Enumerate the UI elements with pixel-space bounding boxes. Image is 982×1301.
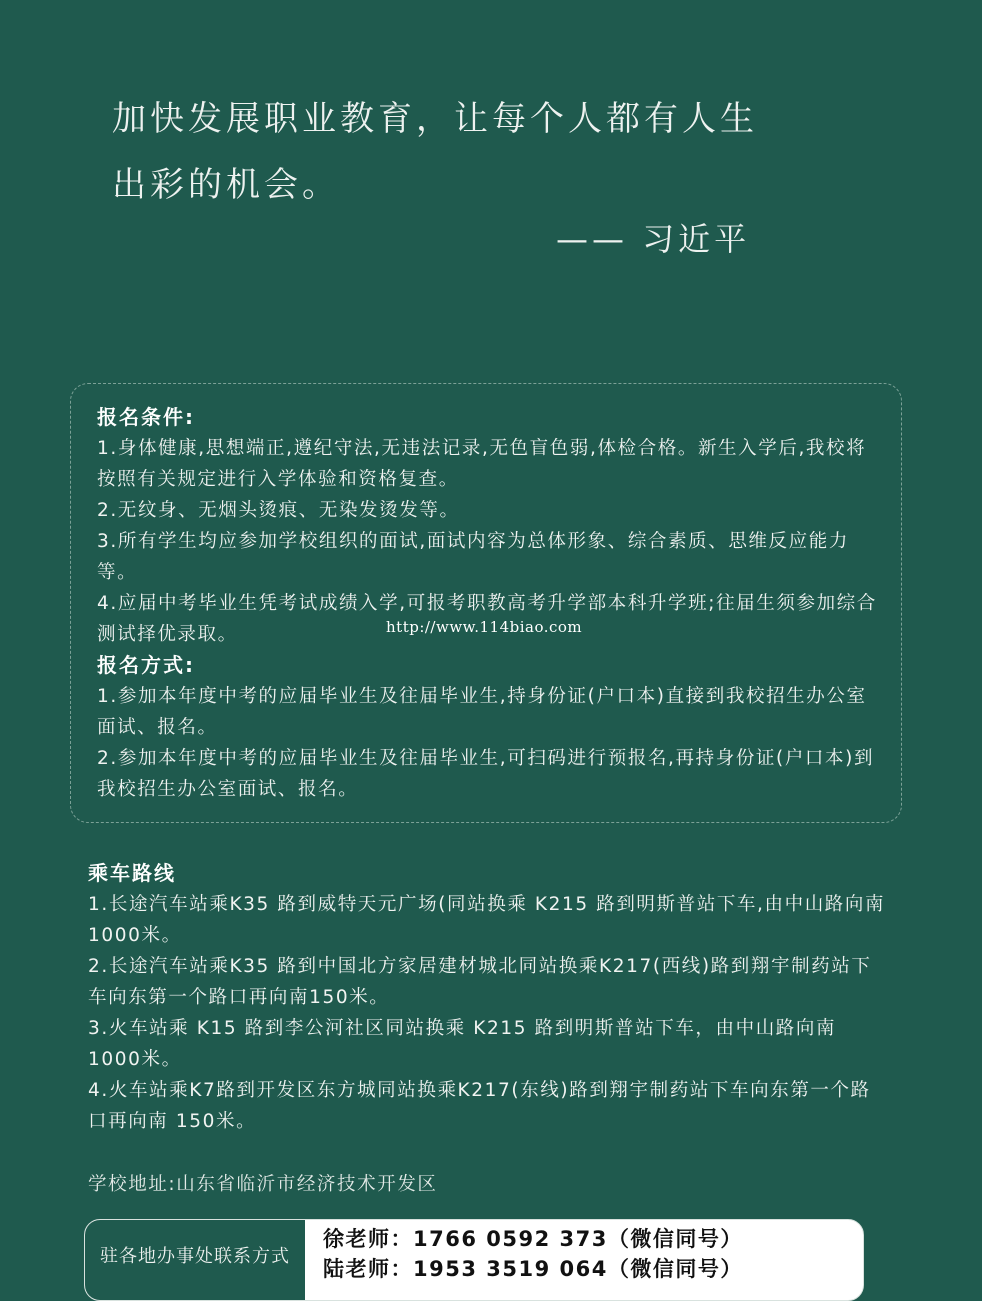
route-item-4: 4.火车站乘K7路到开发区东方城同站换乘K217(东线)路到翔宇制药站下车向东第一个路口再向南 150米。 xyxy=(88,1080,871,1132)
quote-author: —— 习近平 xyxy=(556,220,751,258)
route-item-2: 2.长途汽车站乘K35 路到中国北方家居建材城北同站换乘K217(西线)路到翔宇制药站下车向东第一个路口再向南150米。 xyxy=(88,956,872,1008)
route-item-3: 3.火车站乘 K15 路到李公河社区同站换乘 K215 路到明斯普站下车，由中山路向南1000米。 xyxy=(88,1018,837,1070)
requirements-heading: 报名条件: xyxy=(97,405,195,429)
requirement-item-1: 1.身体健康,思想端正,遵纪守法,无违法记录,无色盲色弱,体检合格。新生入学后,我校将按照有关规定进行入学体验和资格复查。 xyxy=(97,438,867,490)
school-address: 学校地址:山东省临沂市经济技术开发区 xyxy=(88,1174,438,1195)
bus-route-section xyxy=(88,858,888,1137)
requirement-item-4: 4.应届中考毕业生凭考试成绩入学,可报考职教高考升学部本科升学班;往届生须参加综合测试择优录取。 xyxy=(97,593,877,645)
requirement-item-2: 2.无纹身、无烟头烫痕、无染发烫发等。 xyxy=(97,500,460,521)
contact-list xyxy=(305,1220,863,1300)
contact-label: 驻各地办事处联系方式 xyxy=(85,1220,305,1300)
contact-line-1: 徐老师：1766 0592 373（微信同号） xyxy=(323,1227,743,1251)
quote-line-2: 出彩的机会。 xyxy=(112,165,340,205)
enrollment-heading: 报名方式: xyxy=(97,653,195,677)
contact-line-2: 陆老师：1953 3519 064（微信同号） xyxy=(323,1257,743,1281)
quote-text xyxy=(112,86,872,218)
quote-line-1: 加快发展职业教育，让每个人都有人生 xyxy=(112,99,758,139)
route-item-1: 1.长途汽车站乘K35 路到威特天元广场(同站换乘 K215 路到明斯普站下车,由中山路向南1000米。 xyxy=(88,894,886,946)
requirement-item-3: 3.所有学生均应参加学校组织的面试,面试内容为总体形象、综合素质、思维反应能力等。 xyxy=(97,531,849,583)
requirements-card xyxy=(70,383,902,823)
enrollment-item-2: 2.参加本年度中考的应届毕业生及往届毕业生,可扫码进行预报名,再持身份证(户口本)到我校招生办公室面试、报名。 xyxy=(97,748,875,800)
route-heading: 乘车路线 xyxy=(88,861,176,885)
watermark-url: http://www.114biao.com xyxy=(386,618,583,636)
enrollment-item-1: 1.参加本年度中考的应届毕业生及往届毕业生,持身份证(户口本)直接到我校招生办公室面试、报名。 xyxy=(97,686,867,738)
contact-box xyxy=(84,1219,864,1301)
